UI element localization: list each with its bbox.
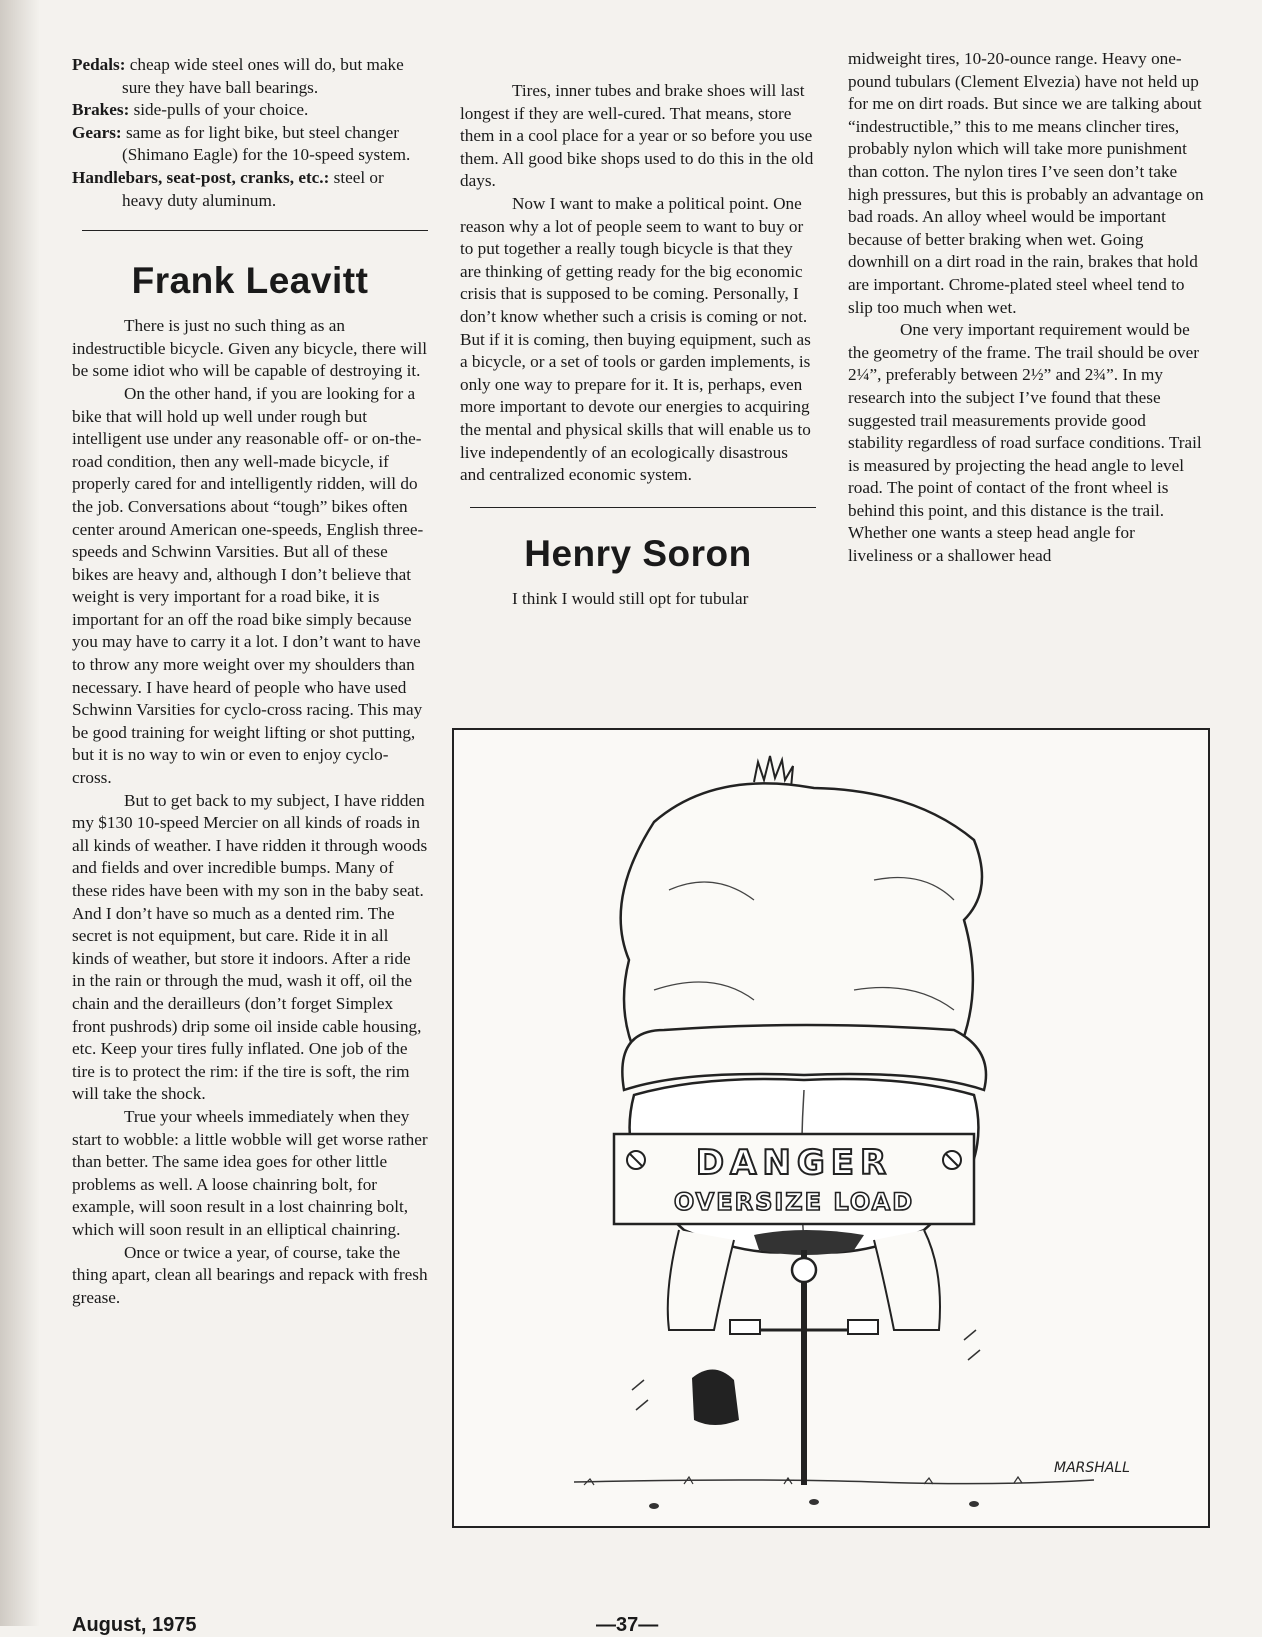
column-middle [460, 80, 816, 610]
spec-brakes: Brakes: side-pulls of your choice. [72, 100, 309, 120]
article-paragraph: But to get back to my subject, I have ridden my $130 10-speed Mercier on all kinds of roads in all kinds of weather. I have ridden it through woods and fields and over incredible bumps. Many of these rides have been with my son in the baby seat. And I don’t have so much as a dented rim. The secret is not equipment, but care. Ride it in all kinds of weather, but store it indoors. After a ride in the rain or through the mud, wash it off, oil the chain and the derailleurs (don’t forget Simplex front pushrods) drip some oil inside cable housing, etc. Keep your tires fully inflated. One job of the tire is to protect the rim: if the tire is soft, the rim will take the shock. [72, 790, 428, 1104]
section-divider [470, 507, 816, 508]
page-binding-shadow [0, 0, 40, 1626]
author-heading-frank-leavitt: Frank Leavitt [131, 260, 369, 302]
spec-pedals: Pedals: cheap wide steel ones will do, but make sure they have ball bearings. [72, 55, 404, 97]
footer-page-number: —37— [596, 1614, 659, 1636]
article-paragraph: Tires, inner tubes and brake shoes will last longest if they are well-cured. That means, store them in a cool place for a year or so before you use them. All good bike shops used to do this in the old days. [460, 81, 814, 191]
article-paragraph: I think I would still opt for tubular [512, 588, 749, 608]
spec-gears: Gears: same as for light bike, but steel changer (Shimano Eagle) for the 10-speed system. [72, 122, 411, 165]
spec-handlebars: Handlebars, seat-post, cranks, etc.: steel or heavy duty aluminum. [72, 167, 384, 210]
article-paragraph: There is just no such thing as an indestructible bicycle. Given any bicycle, there will be some idiot who will be capable of destroying it. [72, 316, 428, 381]
sign-oversize-load-text: OVERSIZE LOAD [673, 1188, 915, 1216]
cartoonist-signature: MARSHALL [1054, 1460, 1130, 1476]
article-paragraph: On the other hand, if you are looking for a bike that will hold up well under rough but intelligent use under any reasonable off- or on-the-road condition, then any well-made bicycle, if properly cared for and intelligently ridden, will do the job. Conversations about “tough” bikes often center around American one-speeds, English three-speeds and Schwinn Varsities. But all of these bikes are heavy and, although I don’t believe that weight is very important for a road bike, it is important for an off the road bike simply because you may have to carry it a lot. I don’t want to have to throw any more weight over my shoulders than necessary. I have heard of people who have used Schwinn Varsities for cyclo-cross racing. This may be good training for weight lifting or shot putting, but it is no way to win or even to enjoy cyclo-cross. [72, 383, 424, 788]
cartoon-drawing [454, 730, 1208, 1526]
article-paragraph: midweight tires, 10-20-ounce range. Heavy one-pound tubulars (Clement Elvezia) have not held up for me on dirt roads. But since we are talking about “indestructible,” this to me means clincher tires, probably nylon which will take more punishment than cotton. The nylon tires I’ve seen don’t take high pressures, but this is probably an advantage on bad roads. An alloy wheel would be important because of better braking when wet. Going downhill on a dirt road in the rain, brakes that hold are important. Chrome-plated steel wheel tend to slip too much when wet. [848, 49, 1204, 317]
column-left [72, 54, 428, 1309]
article-paragraph: True your wheels immediately when they start to wobble: a little wobble will get worse rather than better. The same idea goes for other little problems as well. A loose chainring bolt, for example, will soon result in a lost chainring bolt, which will soon result in an elliptical chainring. [72, 1106, 428, 1239]
footer-date: August, 1975 [72, 1614, 197, 1636]
section-divider [82, 230, 428, 231]
column-right [848, 48, 1204, 568]
sign-danger-text: DANGER [695, 1143, 893, 1183]
article-paragraph: One very important requirement would be the geometry of the frame. The trail should be over 2¼”, preferably between 2½” and 2¾”. In my research into the subject I’ve found that these suggested trail measurements provide good stability regardless of road surface conditions. Trail is measured by projecting the head angle to level road. The point of contact of the front wheel is behind this point, and this distance is the trail. Whether one wants a steep head angle for liveliness or a shallower head [848, 320, 1202, 566]
article-paragraph: Now I want to make a political point. One reason why a lot of people seem to want to buy or to put together a really tough bicycle is that they are thinking of getting ready for the big economic crisis that is supposed to be coming. Personally, I don’t know whether such a crisis is coming or not. But if it is coming, then buying equipment, such as a bicycle, or a set of tools or garden implements, is only one way to prepare for it. It is, perhaps, even more important to devote our energies to acquiring the mental and physical skills that will enable us to live independently of an ecologically disastrous and centralized economic system. [460, 193, 811, 485]
cartoon-illustration [452, 728, 1210, 1528]
article-paragraph: Once or twice a year, of course, take the thing apart, clean all bearings and repack with fresh grease. [72, 1242, 428, 1307]
author-heading-henry-soron: Henry Soron [524, 532, 752, 574]
